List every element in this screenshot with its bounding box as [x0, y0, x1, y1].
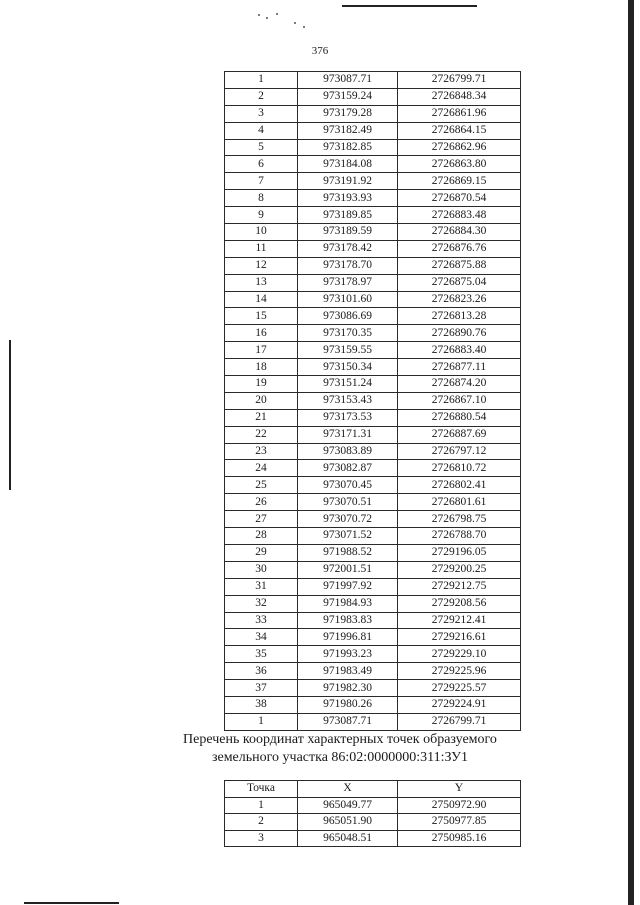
x-coordinate-cell: 973087.71	[298, 72, 398, 89]
point-number-cell: 3	[225, 105, 298, 122]
scan-speck	[276, 13, 278, 15]
table-row	[225, 426, 521, 443]
table-row	[225, 359, 521, 376]
table-row	[225, 173, 521, 190]
column-header-point: Точка	[225, 781, 298, 798]
y-coordinate-cell: 2726862.96	[398, 139, 521, 156]
x-coordinate-cell: 971983.83	[298, 612, 398, 629]
x-coordinate-cell: 973171.31	[298, 426, 398, 443]
point-number-cell: 26	[225, 494, 298, 511]
x-coordinate-cell: 971980.26	[298, 696, 398, 713]
x-coordinate-cell: 973159.24	[298, 88, 398, 105]
x-coordinate-cell: 973170.35	[298, 325, 398, 342]
point-number-cell: 18	[225, 359, 298, 376]
table-row	[225, 207, 521, 224]
table-row	[225, 544, 521, 561]
x-coordinate-cell: 971993.23	[298, 646, 398, 663]
table-row	[225, 88, 521, 105]
point-number-cell: 27	[225, 511, 298, 528]
x-coordinate-cell: 973178.70	[298, 257, 398, 274]
x-coordinate-cell: 973179.28	[298, 105, 398, 122]
y-coordinate-cell: 2726799.71	[398, 72, 521, 89]
table-row	[225, 595, 521, 612]
point-number-cell: 28	[225, 528, 298, 545]
table-row	[225, 814, 521, 831]
x-coordinate-cell: 973182.49	[298, 122, 398, 139]
point-number-cell: 38	[225, 696, 298, 713]
point-number-cell: 8	[225, 190, 298, 207]
y-coordinate-cell: 2726870.54	[398, 190, 521, 207]
point-number-cell: 17	[225, 342, 298, 359]
table-row	[225, 663, 521, 680]
y-coordinate-cell: 2726861.96	[398, 105, 521, 122]
point-number-cell: 3	[225, 830, 298, 847]
y-coordinate-cell: 2729225.57	[398, 680, 521, 697]
y-coordinate-cell: 2729196.05	[398, 544, 521, 561]
scan-bottom-rule	[24, 902, 119, 904]
x-coordinate-cell: 973178.42	[298, 240, 398, 257]
x-coordinate-cell: 971984.93	[298, 595, 398, 612]
point-number-cell: 16	[225, 325, 298, 342]
table-row	[225, 139, 521, 156]
point-number-cell: 35	[225, 646, 298, 663]
y-coordinate-cell: 2726848.34	[398, 88, 521, 105]
table-row	[225, 122, 521, 139]
x-coordinate-cell: 973070.51	[298, 494, 398, 511]
x-coordinate-cell: 973086.69	[298, 308, 398, 325]
point-number-cell: 11	[225, 240, 298, 257]
y-coordinate-cell: 2726810.72	[398, 460, 521, 477]
y-coordinate-cell: 2726788.70	[398, 528, 521, 545]
section-heading-line-1: Перечень координат характерных точек образуемого	[183, 732, 497, 747]
y-coordinate-cell: 2726876.76	[398, 240, 521, 257]
y-coordinate-cell: 2729208.56	[398, 595, 521, 612]
point-number-cell: 5	[225, 139, 298, 156]
page-number: 376	[311, 45, 329, 57]
point-number-cell: 29	[225, 544, 298, 561]
point-number-cell: 2	[225, 88, 298, 105]
x-coordinate-cell: 973184.08	[298, 156, 398, 173]
x-coordinate-cell: 971982.30	[298, 680, 398, 697]
y-coordinate-cell: 2726880.54	[398, 409, 521, 426]
x-coordinate-cell: 971983.49	[298, 663, 398, 680]
point-number-cell: 37	[225, 680, 298, 697]
point-number-cell: 33	[225, 612, 298, 629]
point-number-cell: 34	[225, 629, 298, 646]
table-row	[225, 308, 521, 325]
scan-speck	[266, 17, 268, 19]
x-coordinate-cell: 971997.92	[298, 578, 398, 595]
point-number-cell: 20	[225, 392, 298, 409]
table-row	[225, 713, 521, 730]
point-number-cell: 4	[225, 122, 298, 139]
boundary-coordinates-body	[225, 72, 521, 731]
table-row	[225, 443, 521, 460]
y-coordinate-cell: 2729229.10	[398, 646, 521, 663]
table-row	[225, 342, 521, 359]
table-row	[225, 274, 521, 291]
table-row	[225, 680, 521, 697]
x-coordinate-cell: 973070.72	[298, 511, 398, 528]
x-coordinate-cell: 973189.59	[298, 224, 398, 241]
table-row	[225, 561, 521, 578]
zu1-coordinates-table	[224, 780, 521, 847]
table-header-row	[225, 781, 521, 798]
table-row	[225, 460, 521, 477]
table-row	[225, 376, 521, 393]
x-coordinate-cell: 973082.87	[298, 460, 398, 477]
point-number-cell: 24	[225, 460, 298, 477]
y-coordinate-cell: 2726867.10	[398, 392, 521, 409]
y-coordinate-cell: 2729212.75	[398, 578, 521, 595]
y-coordinate-cell: 2729224.91	[398, 696, 521, 713]
table-row	[225, 105, 521, 122]
x-coordinate-cell: 973101.60	[298, 291, 398, 308]
point-number-cell: 19	[225, 376, 298, 393]
point-number-cell: 12	[225, 257, 298, 274]
x-coordinate-cell: 971988.52	[298, 544, 398, 561]
y-coordinate-cell: 2726874.20	[398, 376, 521, 393]
y-coordinate-cell: 2729212.41	[398, 612, 521, 629]
y-coordinate-cell: 2726864.15	[398, 122, 521, 139]
y-coordinate-cell: 2726863.80	[398, 156, 521, 173]
point-number-cell: 23	[225, 443, 298, 460]
y-coordinate-cell: 2726884.30	[398, 224, 521, 241]
point-number-cell: 22	[225, 426, 298, 443]
y-coordinate-cell: 2726813.28	[398, 308, 521, 325]
x-coordinate-cell: 973189.85	[298, 207, 398, 224]
point-number-cell: 1	[225, 713, 298, 730]
point-number-cell: 25	[225, 477, 298, 494]
table-row	[225, 257, 521, 274]
section-heading	[150, 731, 530, 767]
y-coordinate-cell: 2726823.26	[398, 291, 521, 308]
scan-right-edge	[628, 0, 634, 905]
table-row	[225, 797, 521, 814]
x-coordinate-cell: 973087.71	[298, 713, 398, 730]
y-coordinate-cell: 2726797.12	[398, 443, 521, 460]
table-row	[225, 240, 521, 257]
x-coordinate-cell: 972001.51	[298, 561, 398, 578]
zu1-coordinates-body	[225, 797, 521, 847]
x-coordinate-cell: 973182.85	[298, 139, 398, 156]
y-coordinate-cell: 2726875.04	[398, 274, 521, 291]
table-row	[225, 578, 521, 595]
section-heading-line-2: земельного участка 86:02:0000000:311:ЗУ1	[211, 750, 469, 765]
x-coordinate-cell: 965048.51	[298, 830, 398, 847]
x-coordinate-cell: 973173.53	[298, 409, 398, 426]
x-coordinate-cell: 973159.55	[298, 342, 398, 359]
scan-speck	[303, 26, 305, 28]
scan-speck	[258, 14, 260, 16]
table-row	[225, 325, 521, 342]
y-coordinate-cell: 2729200.25	[398, 561, 521, 578]
point-number-cell: 6	[225, 156, 298, 173]
table-row	[225, 494, 521, 511]
table-row	[225, 392, 521, 409]
y-coordinate-cell: 2729216.61	[398, 629, 521, 646]
point-number-cell: 14	[225, 291, 298, 308]
table-row	[225, 72, 521, 89]
x-coordinate-cell: 971996.81	[298, 629, 398, 646]
y-coordinate-cell: 2726799.71	[398, 713, 521, 730]
y-coordinate-cell: 2726801.61	[398, 494, 521, 511]
y-coordinate-cell: 2726883.40	[398, 342, 521, 359]
column-header-y: Y	[398, 781, 521, 798]
column-header-x: X	[298, 781, 398, 798]
table-row	[225, 830, 521, 847]
y-coordinate-cell: 2726798.75	[398, 511, 521, 528]
point-number-cell: 31	[225, 578, 298, 595]
table-row	[225, 696, 521, 713]
table-row	[225, 629, 521, 646]
y-coordinate-cell: 2726877.11	[398, 359, 521, 376]
point-number-cell: 9	[225, 207, 298, 224]
table-row	[225, 190, 521, 207]
x-coordinate-cell: 965049.77	[298, 797, 398, 814]
x-coordinate-cell: 973178.97	[298, 274, 398, 291]
table-row	[225, 291, 521, 308]
table-row	[225, 511, 521, 528]
y-coordinate-cell: 2726802.41	[398, 477, 521, 494]
x-coordinate-cell: 973083.89	[298, 443, 398, 460]
table-row	[225, 646, 521, 663]
table-row	[225, 612, 521, 629]
boundary-coordinates-table	[224, 71, 521, 731]
y-coordinate-cell: 2750985.16	[398, 830, 521, 847]
point-number-cell: 2	[225, 814, 298, 831]
y-coordinate-cell: 2726883.48	[398, 207, 521, 224]
x-coordinate-cell: 973151.24	[298, 376, 398, 393]
y-coordinate-cell: 2750977.85	[398, 814, 521, 831]
point-number-cell: 7	[225, 173, 298, 190]
point-number-cell: 32	[225, 595, 298, 612]
x-coordinate-cell: 973070.45	[298, 477, 398, 494]
y-coordinate-cell: 2726875.88	[398, 257, 521, 274]
scan-speck	[294, 22, 296, 24]
y-coordinate-cell: 2726890.76	[398, 325, 521, 342]
point-number-cell: 13	[225, 274, 298, 291]
x-coordinate-cell: 973071.52	[298, 528, 398, 545]
x-coordinate-cell: 973193.93	[298, 190, 398, 207]
x-coordinate-cell: 973153.43	[298, 392, 398, 409]
table-row	[225, 528, 521, 545]
y-coordinate-cell: 2726869.15	[398, 173, 521, 190]
y-coordinate-cell: 2750972.90	[398, 797, 521, 814]
y-coordinate-cell: 2729225.96	[398, 663, 521, 680]
point-number-cell: 10	[225, 224, 298, 241]
point-number-cell: 15	[225, 308, 298, 325]
scan-left-mark	[9, 340, 11, 490]
x-coordinate-cell: 965051.90	[298, 814, 398, 831]
point-number-cell: 36	[225, 663, 298, 680]
table-row	[225, 477, 521, 494]
table-row	[225, 224, 521, 241]
table-row	[225, 156, 521, 173]
x-coordinate-cell: 973150.34	[298, 359, 398, 376]
table-row	[225, 409, 521, 426]
point-number-cell: 21	[225, 409, 298, 426]
point-number-cell: 30	[225, 561, 298, 578]
scan-top-rule	[342, 5, 477, 7]
point-number-cell: 1	[225, 797, 298, 814]
x-coordinate-cell: 973191.92	[298, 173, 398, 190]
point-number-cell: 1	[225, 72, 298, 89]
y-coordinate-cell: 2726887.69	[398, 426, 521, 443]
